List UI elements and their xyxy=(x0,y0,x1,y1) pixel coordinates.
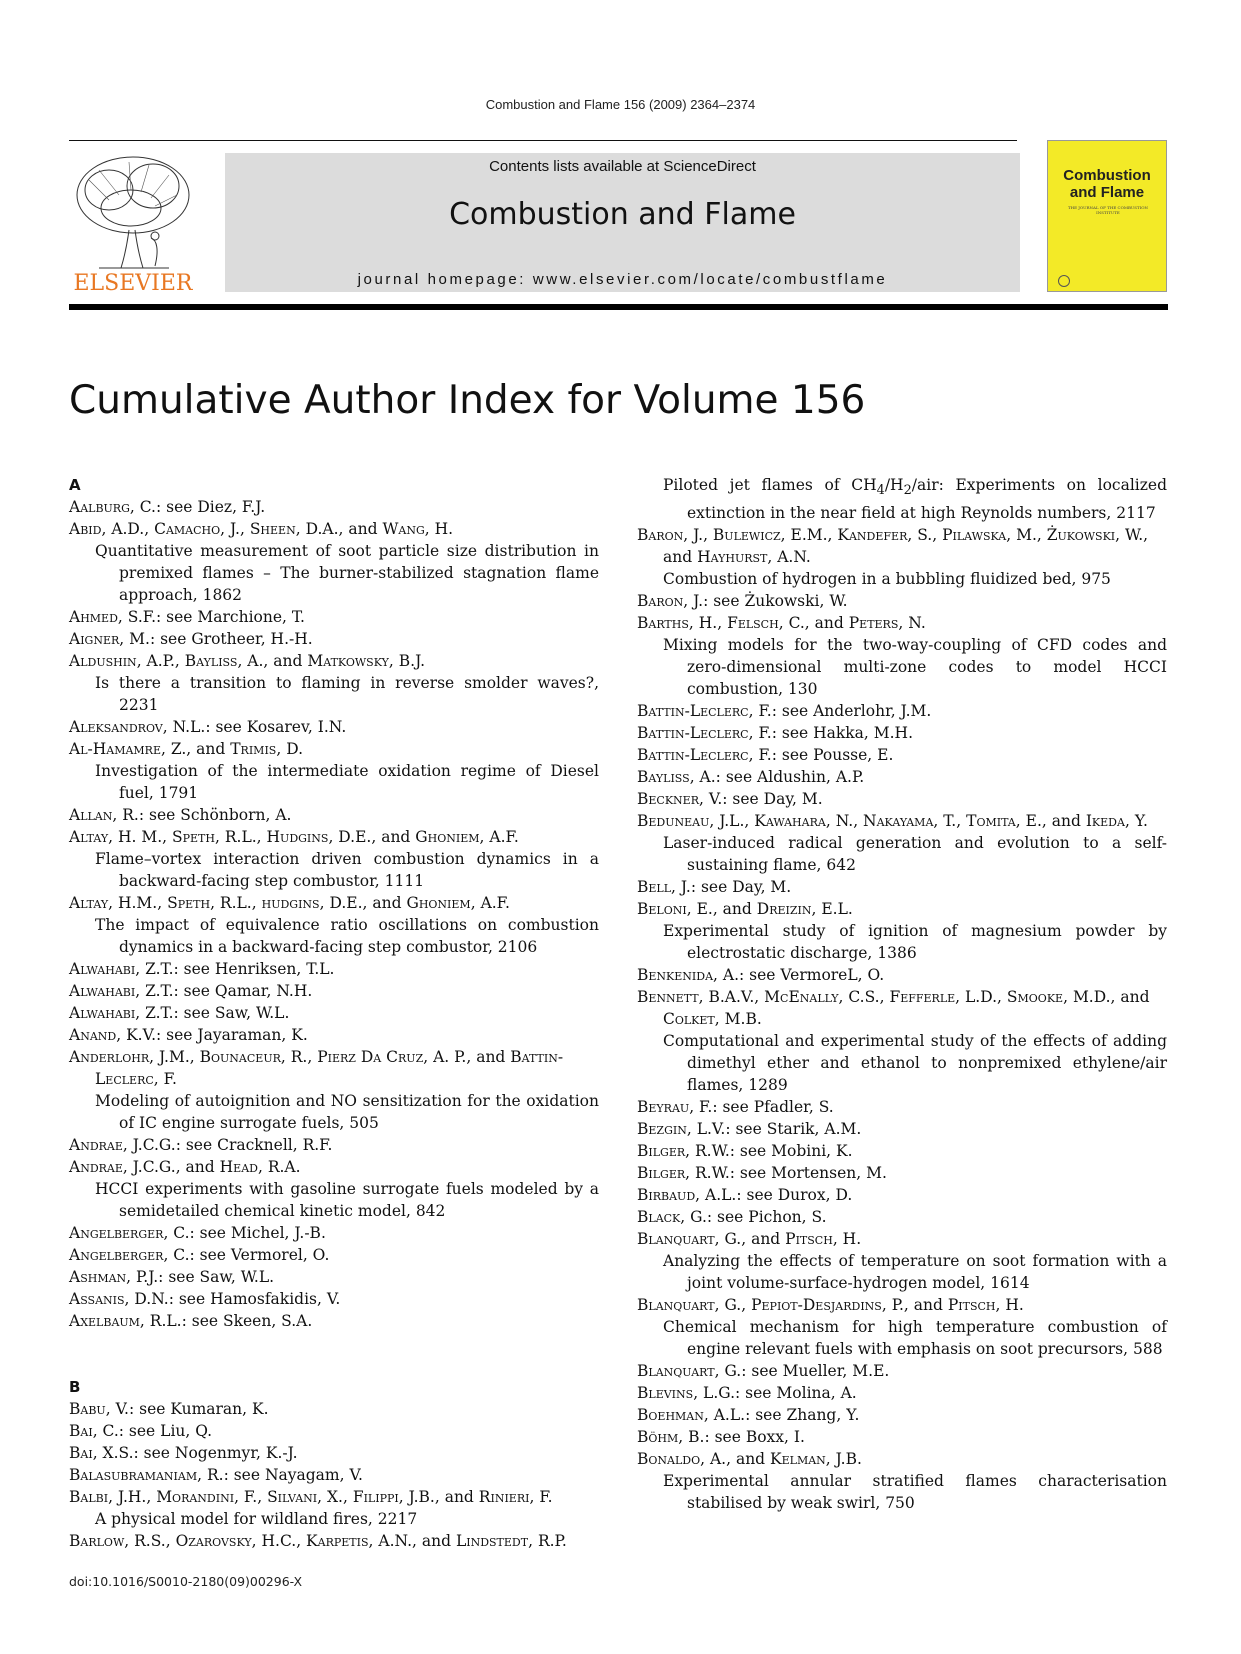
entry-article-title: Flame–vortex interaction driven combustion dynamics in a backward-facing step combustor, 1111 xyxy=(95,850,599,890)
entry-authors: Bai, X.S.: see Nogenmyr, K.-J. xyxy=(69,1444,298,1462)
entry-article-title: Mixing models for the two-way-coupling of CFD codes and zero-dimensional multi-zone codes to model HCCI combustion, 130 xyxy=(663,636,1167,699)
index-entry xyxy=(69,1046,599,1134)
cover-subtitle: THE JOURNAL OF THE COMBUSTION INSTITUTE xyxy=(1067,205,1149,215)
entry-authors: Aalburg, C.: see Diez, F.J. xyxy=(69,498,266,516)
entry-article-title: Chemical mechanism for high temperature combustion of engine relevant fuels with emphasis on soot precursors, 588 xyxy=(663,1318,1167,1359)
index-entry xyxy=(637,1140,1167,1162)
entry-authors: Axelbaum, R.L.: see Skeen, S.A. xyxy=(69,1312,313,1330)
entry-authors: Altay, H. M., Speth, R.L., Hudgins, D.E., and Ghoniem, A.F. xyxy=(69,828,519,846)
entry-authors: Al-Hamamre, Z., and Trimis, D. xyxy=(69,740,304,758)
index-entry xyxy=(69,1024,599,1046)
entry-authors: Ahmed, S.F.: see Marchione, T. xyxy=(69,608,305,626)
index-entry xyxy=(69,518,599,606)
index-entry xyxy=(69,1134,599,1156)
index-entry xyxy=(69,1266,599,1288)
journal-homepage: journal homepage: www.elsevier.com/locate/combustflame xyxy=(357,271,888,288)
index-entry xyxy=(637,722,1167,744)
entry-authors: Beloni, E., and Dreizin, E.L. xyxy=(637,900,853,919)
index-entry xyxy=(637,1382,1167,1404)
entry-authors: Blanquart, G.: see Mueller, M.E. xyxy=(637,1362,890,1381)
doi: doi:10.1016/S0010-2180(09)00296-X xyxy=(69,1574,303,1589)
entry-authors: Anderlohr, J.M., Bounaceur, R., Pierz Da Cruz, A. P., and Battin-Leclerc, F. xyxy=(69,1048,564,1088)
index-entry xyxy=(69,958,599,980)
entry-article-title: Piloted jet flames of $CH_4/H_2$/air: Experiments on localized extinction in the near field at high Reynolds numbers, 2117 xyxy=(663,476,1168,523)
entry-authors: Bezgin, L.V.: see Starik, A.M. xyxy=(637,1120,862,1139)
index-entry xyxy=(637,474,1167,524)
entry-authors: Beyrau, F.: see Pfadler, S. xyxy=(637,1098,834,1117)
entry-authors: Abid, A.D., Camacho, J., Sheen, D.A., and Wang, H. xyxy=(69,520,454,538)
index-entry xyxy=(69,1530,599,1552)
entry-article-title: Laser-induced radical generation and evolution to a self-sustaining flame, 642 xyxy=(663,834,1167,875)
entry-article-title: Modeling of autoignition and NO sensitization for the oxidation of IC engine surrogate fuels, 505 xyxy=(95,1092,599,1132)
index-entry xyxy=(637,1228,1167,1294)
index-entry xyxy=(69,650,599,716)
index-column-left xyxy=(69,474,599,1552)
index-column-right xyxy=(637,474,1167,1514)
entry-article-title: Experimental annular stratified flames characterisation stabilised by weak swirl, 750 xyxy=(663,1472,1167,1513)
entry-authors: Bonaldo, A., and Kelman, J.B. xyxy=(637,1450,862,1469)
entry-article-title: A physical model for wildland fires, 2217 xyxy=(95,1510,418,1528)
cover-title: Combustion and Flame xyxy=(1063,167,1151,201)
entry-authors: Babu, V.: see Kumaran, K. xyxy=(69,1400,269,1418)
section-letter: A xyxy=(69,476,81,494)
entry-authors: Alwahabi, Z.T.: see Saw, W.L. xyxy=(69,1004,290,1022)
index-entry xyxy=(637,1448,1167,1514)
header-rule xyxy=(69,140,1017,141)
entry-article-title: Experimental study of ignition of magnesium powder by electrostatic discharge, 1386 xyxy=(663,922,1167,963)
seal-icon xyxy=(1058,275,1070,287)
index-entry xyxy=(637,964,1167,986)
index-entry xyxy=(69,606,599,628)
entry-authors: Aleksandrov, N.L.: see Kosarev, I.N. xyxy=(69,718,347,736)
entry-authors: Birbaud, A.L.: see Durox, D. xyxy=(637,1186,853,1205)
index-entry xyxy=(637,1206,1167,1228)
entry-authors: Alwahabi, Z.T.: see Henriksen, T.L. xyxy=(69,960,335,978)
entry-article-title: Combustion of hydrogen in a bubbling fluidized bed, 975 xyxy=(663,570,1111,589)
index-entry xyxy=(637,788,1167,810)
index-entry xyxy=(637,1360,1167,1382)
index-entry xyxy=(637,1184,1167,1206)
index-entry xyxy=(637,898,1167,964)
page-title: Cumulative Author Index for Volume 156 xyxy=(69,378,866,423)
entry-article-title: Analyzing the effects of temperature on soot formation with a joint volume-surface-hydrogen model, 1614 xyxy=(663,1252,1167,1293)
entry-authors: Battin-Leclerc, F.: see Hakka, M.H. xyxy=(637,724,913,743)
index-entry xyxy=(69,1156,599,1222)
entry-authors: Aigner, M.: see Grotheer, H.-H. xyxy=(69,630,313,648)
entry-authors: Ashman, P.J.: see Saw, W.L. xyxy=(69,1268,275,1286)
entry-authors: Balasubramaniam, R.: see Nayagam, V. xyxy=(69,1466,363,1484)
index-entry xyxy=(69,1420,599,1442)
index-entry xyxy=(69,804,599,826)
index-entry xyxy=(69,628,599,650)
index-entry xyxy=(637,700,1167,722)
index-entry xyxy=(69,716,599,738)
index-entry xyxy=(69,1398,599,1420)
entry-authors: Black, G.: see Pichon, S. xyxy=(637,1208,827,1227)
elsevier-logo xyxy=(69,150,197,295)
entry-authors: Alwahabi, Z.T.: see Qamar, N.H. xyxy=(69,982,313,1000)
entry-article-title: Computational and experimental study of the effects of adding dimethyl ether and ethanol to nonpremixed ethylene/air flames, 1289 xyxy=(663,1032,1167,1095)
index-entry xyxy=(69,1464,599,1486)
entry-authors: Bayliss, A.: see Aldushin, A.P. xyxy=(637,768,865,787)
index-entry xyxy=(637,766,1167,788)
entry-authors: Bennett, B.A.V., McEnally, C.S., Fefferle, L.D., Smooke, M.D., and Colket, M.B. xyxy=(637,988,1150,1029)
section-letter: B xyxy=(69,1378,81,1396)
entry-authors: Allan, R.: see Schönborn, A. xyxy=(69,806,292,824)
entry-article-title: Is there a transition to flaming in reverse smolder waves?, 2231 xyxy=(95,674,599,714)
entry-authors: Blanquart, G., Pepiot-Desjardins, P., and Pitsch, H. xyxy=(637,1296,1024,1315)
entry-authors: Angelberger, C.: see Vermorel, O. xyxy=(69,1246,330,1264)
entry-authors: Bai, C.: see Liu, Q. xyxy=(69,1422,213,1440)
entry-article-title: Quantitative measurement of soot particle size distribution in premixed flames – The burner-stabilized stagnation flame approach, 1862 xyxy=(95,542,599,604)
index-entry xyxy=(637,612,1167,700)
entry-authors: Baron, J., Bulewicz, E.M., Kandefer, S., Pilawska, M., Żukowski, W., and Hayhurst, A.N. xyxy=(637,526,1149,567)
entry-authors: Baron, J.: see Żukowski, W. xyxy=(637,592,848,611)
entry-article-title: HCCI experiments with gasoline surrogate fuels modeled by a semidetailed chemical kinetic model, 842 xyxy=(95,1180,599,1220)
entry-authors: Beduneau, J.L., Kawahara, N., Nakayama, T., Tomita, E., and Ikeda, Y. xyxy=(637,812,1148,831)
entry-authors: Barths, H., Felsch, C., and Peters, N. xyxy=(637,614,926,633)
entry-authors: Angelberger, C.: see Michel, J.-B. xyxy=(69,1224,326,1242)
index-entry xyxy=(637,1096,1167,1118)
index-entry xyxy=(637,1426,1167,1448)
journal-cover xyxy=(1047,140,1167,292)
index-entry xyxy=(637,524,1167,590)
entry-authors: Bilger, R.W.: see Mobini, K. xyxy=(637,1142,853,1161)
index-entry xyxy=(69,1486,599,1530)
entry-authors: Altay, H.M., Speth, R.L., hudgins, D.E., and Ghoniem, A.F. xyxy=(69,894,510,912)
tree-icon xyxy=(69,150,197,295)
journal-title: Combustion and Flame xyxy=(449,197,796,232)
index-entry xyxy=(637,876,1167,898)
index-entry xyxy=(69,1288,599,1310)
section-gap xyxy=(69,1332,599,1376)
index-entry xyxy=(637,1118,1167,1140)
entry-authors: Andrae, J.C.G.: see Cracknell, R.F. xyxy=(69,1136,333,1154)
index-entry xyxy=(69,1222,599,1244)
contents-note: Contents lists available at ScienceDirect xyxy=(489,158,756,175)
entry-authors: Aldushin, A.P., Bayliss, A., and Matkowsky, B.J. xyxy=(69,652,426,670)
index-entry xyxy=(69,496,599,518)
index-entry xyxy=(69,738,599,804)
index-entry xyxy=(637,1294,1167,1360)
index-entry xyxy=(69,980,599,1002)
entry-authors: Beckner, V.: see Day, M. xyxy=(637,790,823,809)
entry-authors: Benkenida, A.: see VermoreL, O. xyxy=(637,966,885,985)
entry-authors: Bell, J.: see Day, M. xyxy=(637,878,792,897)
entry-authors: Anand, K.V.: see Jayaraman, K. xyxy=(69,1026,308,1044)
index-entry xyxy=(69,1002,599,1024)
entry-authors: Assanis, D.N.: see Hamosfakidis, V. xyxy=(69,1290,341,1308)
journal-banner xyxy=(225,153,1020,292)
entry-authors: Boehman, A.L.: see Zhang, Y. xyxy=(637,1406,860,1425)
entry-authors: Blevins, L.G.: see Molina, A. xyxy=(637,1384,857,1403)
header-thick-rule xyxy=(69,304,1168,310)
index-entry xyxy=(637,810,1167,876)
entry-authors: Bilger, R.W.: see Mortensen, M. xyxy=(637,1164,887,1183)
index-entry xyxy=(637,1404,1167,1426)
index-entry xyxy=(69,1310,599,1332)
entry-authors: Battin-Leclerc, F.: see Anderlohr, J.M. xyxy=(637,702,932,721)
entry-article-title: The impact of equivalence ratio oscillations on combustion dynamics in a backward-facing step combustor, 2106 xyxy=(95,916,599,956)
index-entry xyxy=(69,892,599,958)
index-entry xyxy=(69,826,599,892)
entry-authors: Andrae, J.C.G., and Head, R.A. xyxy=(69,1158,301,1176)
index-entry xyxy=(637,1162,1167,1184)
index-entry xyxy=(637,590,1167,612)
index-entry xyxy=(69,1442,599,1464)
index-entry xyxy=(69,1244,599,1266)
entry-article-title: Investigation of the intermediate oxidation regime of Diesel fuel, 1791 xyxy=(95,762,599,802)
entry-authors: Battin-Leclerc, F.: see Pousse, E. xyxy=(637,746,894,765)
index-entry xyxy=(637,986,1167,1096)
entry-authors: Barlow, R.S., Ozarovsky, H.C., Karpetis, A.N., and Lindstedt, R.P. xyxy=(69,1532,567,1550)
entry-authors: Blanquart, G., and Pitsch, H. xyxy=(637,1230,862,1249)
entry-authors: Balbi, J.H., Morandini, F., Silvani, X., Filippi, J.B., and Rinieri, F. xyxy=(69,1488,553,1506)
index-entry xyxy=(637,744,1167,766)
entry-authors: Böhm, B.: see Boxx, I. xyxy=(637,1428,805,1447)
publisher-wordmark: ELSEVIER xyxy=(73,271,193,295)
journal-citation: Combustion and Flame 156 (2009) 2364–2374 xyxy=(485,97,756,112)
